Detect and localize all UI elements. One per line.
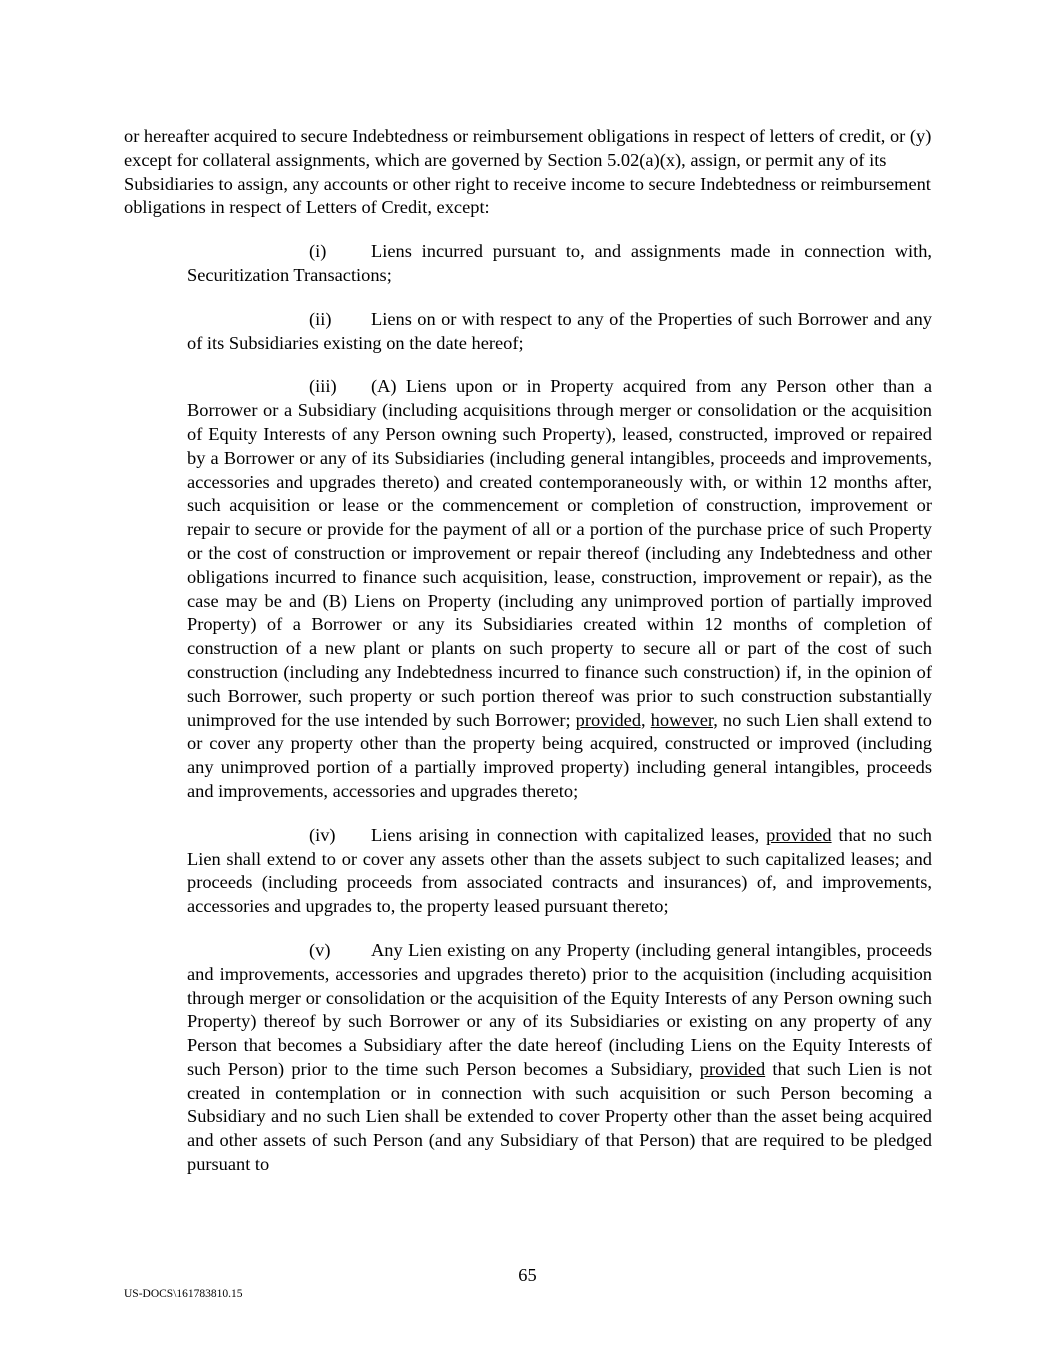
clause-text: Liens on or with respect to any of the Properties of such Borrower and any of its Subsidiaries existing on the date hereof; (187, 308, 932, 353)
document-body (124, 125, 932, 1177)
clause-text: Liens incurred pursuant to, and assignments made in connection with, Securitization Transactions; (187, 241, 932, 285)
clause-number: (i) (309, 241, 327, 262)
clause-text-a: Any Lien existing on any Property (including general intangibles, proceeds and improvements, accessories and upgrades thereto) prior to the acquisition (including acquisition through merger or consolidation or the acquisition of the Equity Interests of any Person owning such Property) thereof by such Borrower or any of its Subsidiaries or existing on any property of any Person that becomes a Subsidiary after the date hereof (including Liens on the Equity Interests of such Person) prior to the time such Person becomes a Subsidiary, (187, 939, 932, 1079)
provided-term: provided (699, 1058, 766, 1079)
document-id: US-DOCS\161783810.15 (124, 1288, 243, 1300)
clause-text-a: (A) Liens upon or in Property acquired from any Person other than a Borrower or a Subsidiary (including acquisitions through merger or consolidation or the acquisition of Equity Interests of any Person owning such Property), leased, constructed, improved or repaired by a Borrower or any of its Subsidiaries (including general intangibles, proceeds and improvements, accessories and upgrades thereto) and created contemporaneously with, or within 12 months after, such acquisition or lease or the commencement or completion of construction, improvement or repair to secure or provide for the payment of all or a portion of the purchase price of such Property or the cost of construction or improvement or repair thereof (including any Indebtedness and other obligations incurred to finance such acquisition, lease, construction, improvement or repair), as the case may be and (B) Liens on Property (including any unimproved portion of partially improved Property) of a Borrower or any its Subsidiaries created within 12 months of completion of construction of a new plant or plants on such property to secure all or part of the cost of such construction (including any Indebtedness incurred to finance such construction) if, in the opinion of such Borrower, such property or such portion thereof was prior to such construction substantially unimproved for the use intended by such Borrower; (187, 376, 932, 730)
clause-number: (iv) (309, 824, 336, 845)
clause-number: (v) (309, 939, 331, 960)
clause-text-b: that no such Lien shall extend to or cover any assets other than the assets subject to such capitalized leases; and proceeds (including proceeds from associated contracts and insurances) of, and improvements, accessories and upgrades to, the property leased pursuant thereto; (187, 824, 932, 917)
however-term: however, (650, 709, 718, 730)
clause-text-a: Liens arising in connection with capitalized leases, (371, 824, 760, 845)
clause-text-b: that such Lien is not created in contemplation or in connection with such acquisition or such Person becoming a Subsidiary and no such Lien shall be extended to cover Property other than the asset being acquired and other assets of such Person (and any Subsidiary of that Person) that are required to be pledged pursuant to (187, 1058, 932, 1175)
intro-paragraph: or hereafter acquired to secure Indebtedness or reimbursement obligations in respect of letters of credit, or (y) except for collateral assignments, which are governed by Section 5.02(a)(x), assign, or permit any of its Subsidiaries to assign, any accounts or other right to receive income to secure Indebtedness or reimbursement obligations in respect of Letters of Credit, except: (124, 126, 932, 218)
clause-ii (187, 308, 932, 356)
clause-v (187, 939, 932, 1177)
clause-iv (187, 824, 932, 919)
clause-number: (iii) (309, 376, 337, 397)
clause-text-b: no such Lien shall extend to or cover any property other than the property being acquired, constructed or improved (including any unimproved portion of a partially improved property) including general intangibles, proceeds and improvements, accessories and upgrades thereto; (187, 709, 932, 801)
clause-i (187, 240, 932, 288)
page-number: 65 (518, 1265, 537, 1285)
provided-term: provided, (575, 709, 646, 730)
clause-iii (187, 375, 932, 803)
clause-number: (ii) (309, 308, 332, 329)
provided-term: provided (766, 824, 832, 845)
